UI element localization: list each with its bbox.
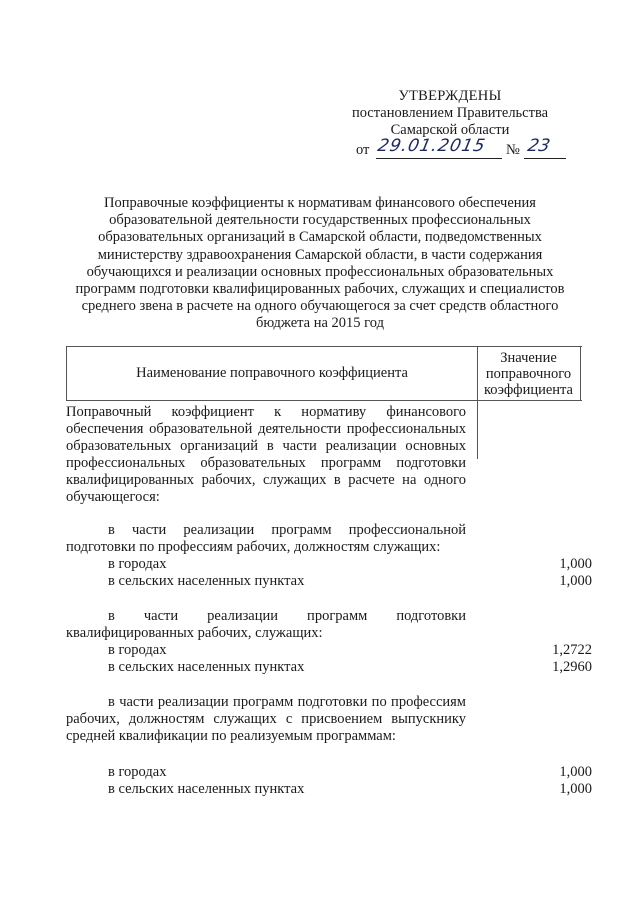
group-3-rural-label: в сельских населенных пунктах	[108, 781, 305, 797]
approval-date-number-row	[356, 136, 576, 162]
group-3-heading: в части реализации программ подготовки по профессиям рабочих, должностям служащих с присвоением выпускнику средней квалификации по реализуемым программам:	[66, 694, 466, 744]
number-label: №	[506, 142, 520, 158]
header-coefficient-name	[66, 347, 478, 400]
handwritten-number: 23	[525, 136, 552, 156]
table-intro-text: Поправочный коэффициент к нормативу финансового обеспечения образовательной деятельности профессиональных образовательных организаций в части реализации основных профессиональных образовательных программ подготовки квалифицированных рабочих, служащих в расчете на одного обучающегося:	[66, 404, 466, 505]
group-2-city-value: 1,2722	[552, 642, 592, 658]
number-underline	[524, 158, 566, 159]
group-3-city-value: 1,000	[559, 764, 592, 780]
group-3-city-label: в городах	[108, 764, 167, 780]
column-divider	[477, 399, 478, 459]
header-coefficient-value: Значение поправочного коэффициента	[477, 347, 581, 400]
document-title: Поправочные коэффициенты к нормативам финансового обеспечения образовательной деятельности государственных профессиональных образовательных организаций в Самарской области, подведомственных министерству здравоохранения Самарской области, в части содержания обучающихся и реализации основных профессиональных образовательных программ подготовки квалифицированных рабочих, служащих и специалистов среднего звена в расчете на одного обучающегося за счет средств областного бюджета на 2015 год	[75, 195, 565, 332]
group-1-rural-label: в сельских населенных пунктах	[108, 573, 305, 589]
group-2-heading: в части реализации программ подготовки квалифицированных рабочих, служащих:	[66, 608, 466, 641]
approval-block	[300, 88, 600, 139]
group-3-rural-value: 1,000	[559, 781, 592, 797]
group-1-rural-value: 1,000	[559, 573, 592, 589]
group-1-city-value: 1,000	[559, 556, 592, 572]
table-header	[66, 346, 582, 401]
handwritten-date: 29.01.2015	[375, 136, 488, 156]
approval-line-1: постановлением Правительства	[351, 105, 549, 121]
coefficients-table	[66, 346, 592, 797]
approval-line-2: Самарской области	[390, 122, 510, 138]
group-2-rural-value: 1,2960	[552, 659, 592, 675]
date-underline	[376, 158, 502, 159]
group-2-city-label: в городах	[108, 642, 167, 658]
group-2-rural-label: в сельских населенных пунктах	[108, 659, 305, 675]
group-1-heading: в части реализации программ профессиональной подготовки по профессиям рабочих, должностям служащих:	[66, 522, 466, 555]
approval-header: УТВЕРЖДЕНЫ	[398, 88, 502, 104]
header-coefficient-name-text: Наименование поправочного коэффициента	[136, 365, 408, 381]
group-1-city-label: в городах	[108, 556, 167, 572]
from-label: от	[356, 142, 370, 158]
